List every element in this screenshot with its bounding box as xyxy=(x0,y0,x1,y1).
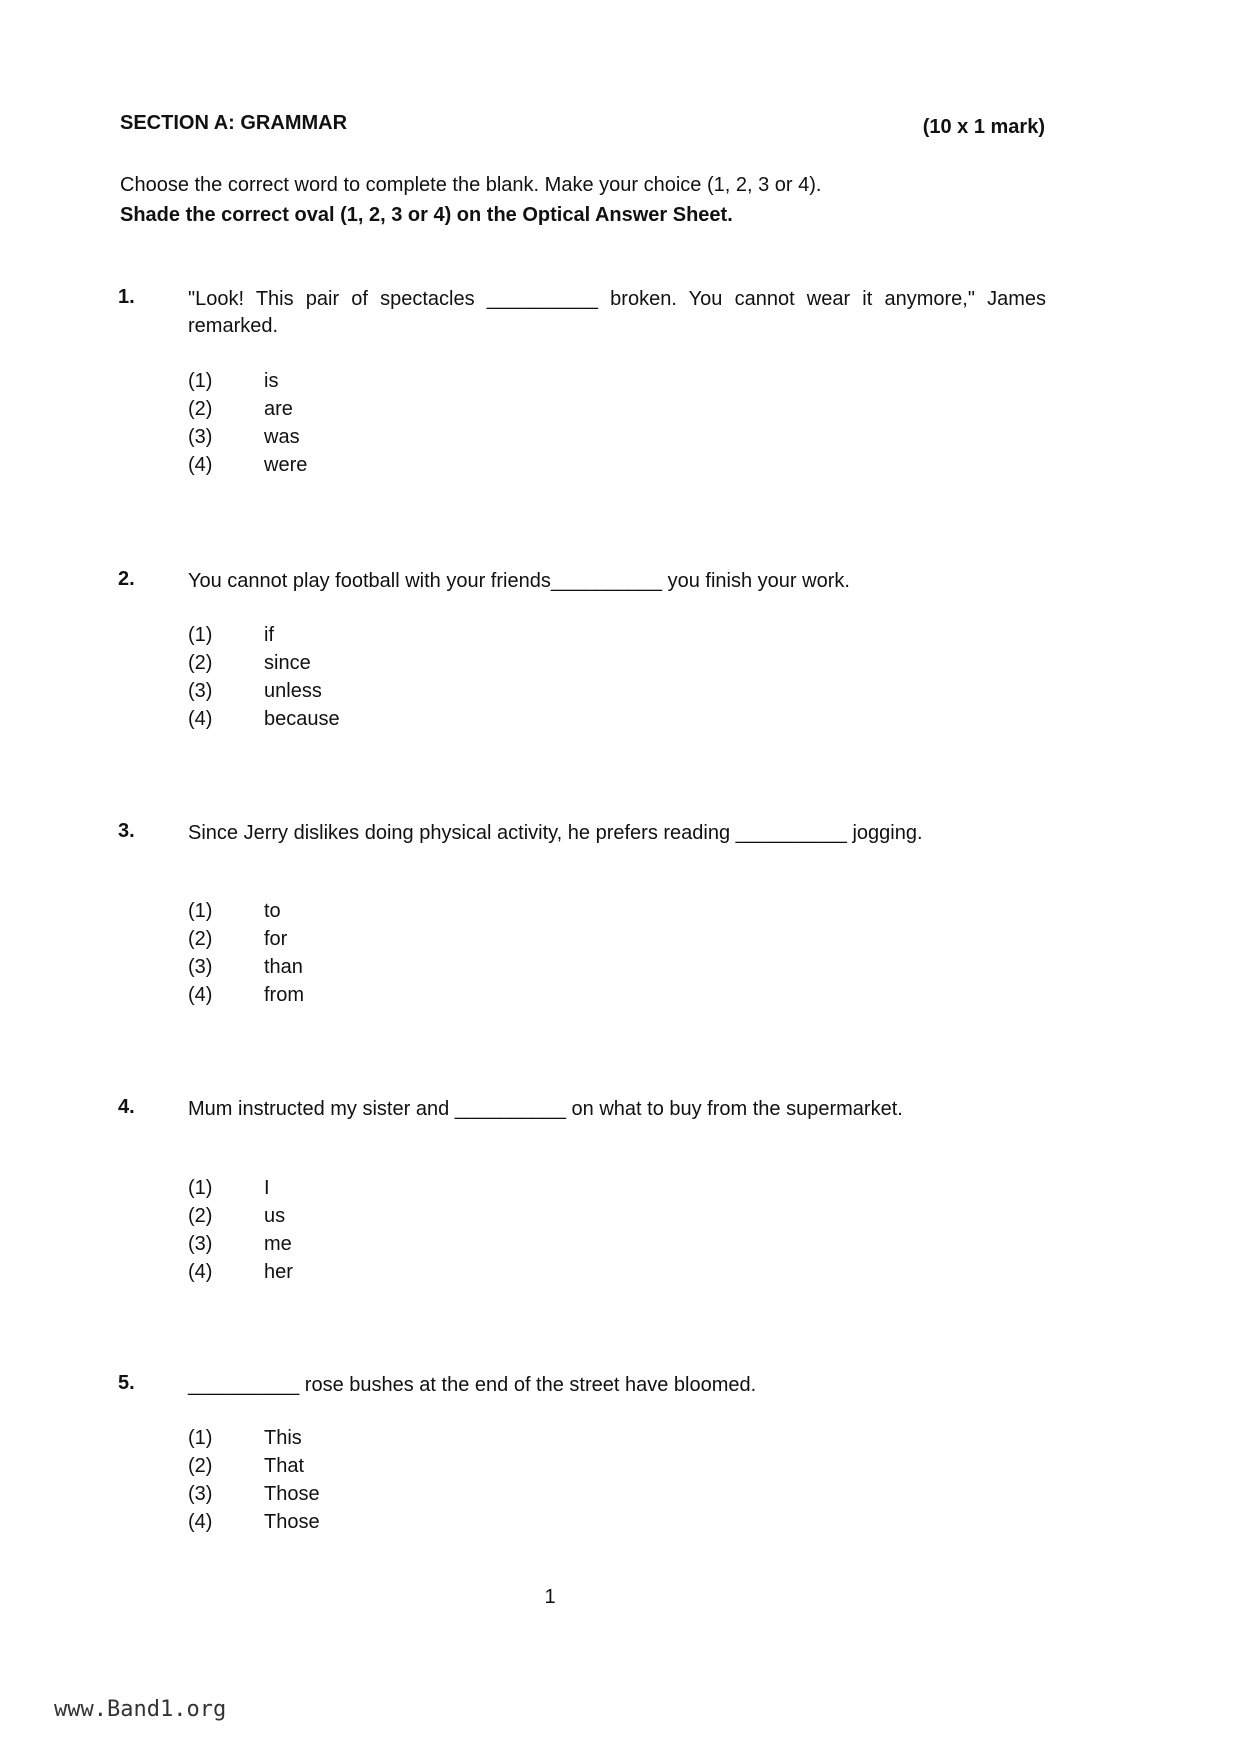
option-item xyxy=(188,649,340,677)
option-text: to xyxy=(264,900,281,922)
option-item xyxy=(188,451,307,479)
option-number: (2) xyxy=(188,652,213,674)
option-number: (3) xyxy=(188,956,213,978)
option-number: (2) xyxy=(188,398,213,420)
option-text: That xyxy=(264,1455,305,1477)
option-item xyxy=(188,1424,320,1452)
option-item xyxy=(188,953,304,981)
option-list xyxy=(188,1174,293,1286)
option-item xyxy=(188,1230,293,1258)
option-number: (3) xyxy=(188,1483,213,1505)
option-number: (4) xyxy=(188,984,213,1006)
footer-watermark: www.Band1.org xyxy=(54,1697,227,1722)
option-item xyxy=(188,925,304,953)
option-number: (4) xyxy=(188,1511,213,1533)
option-item xyxy=(188,395,307,423)
option-number: (3) xyxy=(188,680,213,702)
option-text: us xyxy=(264,1205,286,1227)
option-item xyxy=(188,1480,320,1508)
option-text: than xyxy=(264,956,303,978)
option-item xyxy=(188,621,340,649)
option-text: unless xyxy=(264,680,322,702)
instructions xyxy=(120,170,1046,230)
option-item xyxy=(188,423,307,451)
question-number: 1. xyxy=(118,286,135,308)
option-text: if xyxy=(264,624,274,646)
option-text: was xyxy=(264,426,300,448)
option-text: I xyxy=(264,1177,270,1199)
option-item xyxy=(188,677,340,705)
option-number: (2) xyxy=(188,1205,213,1227)
option-text: Those xyxy=(264,1511,320,1533)
option-number: (1) xyxy=(188,624,213,646)
option-list xyxy=(188,897,304,1009)
option-item xyxy=(188,1452,320,1480)
option-number: (3) xyxy=(188,1233,213,1255)
option-number: (4) xyxy=(188,1261,213,1283)
option-item xyxy=(188,367,307,395)
option-number: (1) xyxy=(188,1427,213,1449)
option-text: are xyxy=(264,398,293,420)
option-number: (1) xyxy=(188,370,213,392)
question-text: __________ rose bushes at the end of the street have bloomed. xyxy=(188,1374,757,1396)
option-list xyxy=(188,1424,320,1536)
option-item xyxy=(188,897,304,925)
option-number: (1) xyxy=(188,1177,213,1199)
option-text: from xyxy=(264,984,304,1006)
option-number: (4) xyxy=(188,708,213,730)
question-number: 3. xyxy=(118,820,135,842)
question-number: 4. xyxy=(118,1096,135,1118)
option-item xyxy=(188,1508,320,1536)
option-number: (3) xyxy=(188,426,213,448)
option-number: (2) xyxy=(188,1455,213,1477)
option-text: This xyxy=(264,1427,302,1449)
option-text: me xyxy=(264,1233,292,1255)
option-text: since xyxy=(264,652,311,674)
question-number: 5. xyxy=(118,1372,135,1394)
page-number: 1 xyxy=(544,1586,556,1608)
question-text: Since Jerry dislikes doing physical activity, he prefers reading __________ jogging. xyxy=(188,822,923,844)
option-item xyxy=(188,1258,293,1286)
option-item xyxy=(188,1202,293,1230)
section-title: SECTION A: GRAMMAR xyxy=(120,112,348,134)
option-item xyxy=(188,981,304,1009)
section-marks: (10 x 1 mark) xyxy=(922,116,1045,138)
question-text: "Look! This pair of spectacles __________ broken. You cannot wear it anymore," James remarked. xyxy=(188,288,1046,337)
option-number: (2) xyxy=(188,928,213,950)
option-text: for xyxy=(264,928,288,950)
option-text: is xyxy=(264,370,279,392)
option-list xyxy=(188,367,307,479)
question-text: You cannot play football with your friends__________ you finish your work. xyxy=(188,570,850,592)
instruction-line: Choose the correct word to complete the blank. Make your choice (1, 2, 3 or 4). xyxy=(120,174,822,196)
question-number: 2. xyxy=(118,568,135,590)
option-text: were xyxy=(264,454,308,476)
question-text: Mum instructed my sister and __________ on what to buy from the supermarket. xyxy=(188,1098,903,1120)
option-text: because xyxy=(264,708,340,730)
option-text: her xyxy=(264,1261,293,1283)
instruction-bold-line: Shade the correct oval (1, 2, 3 or 4) on the Optical Answer Sheet. xyxy=(120,204,733,226)
option-list xyxy=(188,621,340,733)
option-item xyxy=(188,705,340,733)
option-item xyxy=(188,1174,293,1202)
option-text: Those xyxy=(264,1483,320,1505)
option-number: (1) xyxy=(188,900,213,922)
option-number: (4) xyxy=(188,454,213,476)
